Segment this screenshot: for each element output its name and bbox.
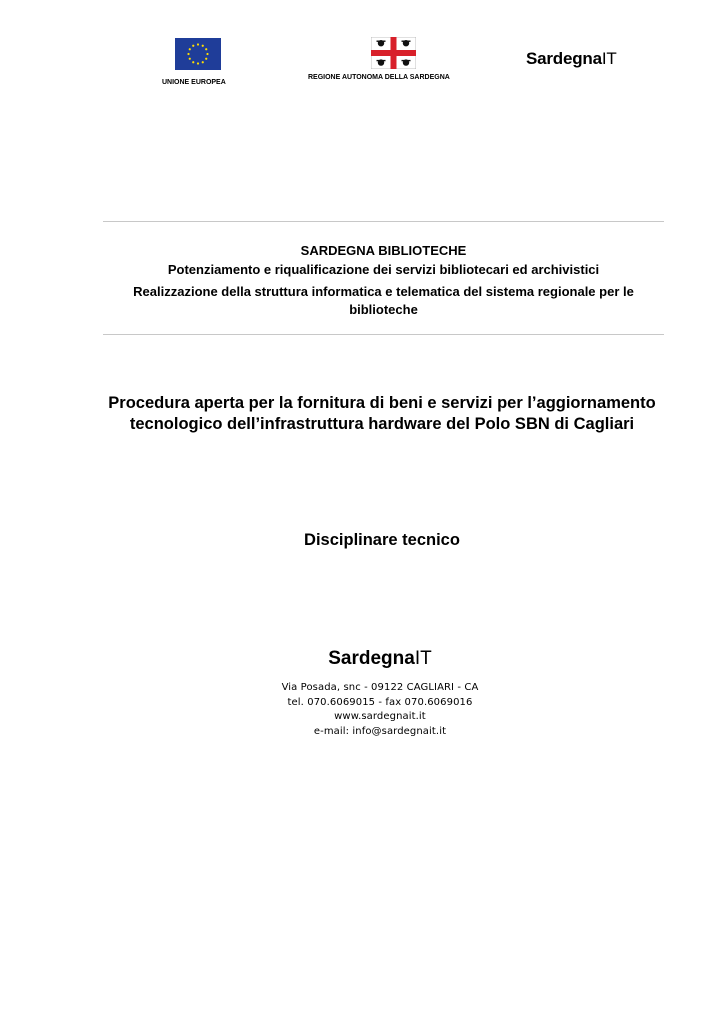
sardegnait-logo-footer (0, 648, 724, 670)
sardinia-flag-logo (371, 37, 416, 69)
program-subtitle-2: Realizzazione della struttura informatica e telematica del sistema regionale per le biblioteche (133, 284, 634, 317)
eu-flag-logo (175, 38, 221, 70)
eu-star-icon (189, 48, 191, 50)
eu-star-icon (197, 62, 199, 64)
eu-star-icon (189, 58, 191, 60)
eu-star-icon (202, 45, 204, 47)
brand-bold: Sardegna (526, 49, 602, 68)
sardegnait-logo-top (526, 49, 617, 69)
contact-phone: tel. 070.6069015 - fax 070.6069016 (287, 697, 473, 708)
contact-email[interactable]: e-mail: info@sardegnait.it (313, 726, 447, 737)
eu-star-icon (192, 61, 194, 63)
divider-bottom (103, 334, 664, 335)
eu-star-icon (197, 43, 199, 45)
document-type: Disciplinare tecnico (304, 531, 460, 549)
document-title: Procedura aperta per la fornitura di beni e servizi per l’aggiornamento tecnologico dell’infrastruttura hardware del Polo SBN di Cagliari (108, 394, 656, 433)
program-subtitle-1: Potenziamento e riqualificazione dei servizi bibliotecari ed archivistici (167, 262, 600, 277)
eu-star-icon (192, 45, 194, 47)
eu-star-icon (187, 53, 189, 55)
eu-star-icon (206, 53, 208, 55)
divider-top (103, 221, 664, 222)
brand-light: IT (601, 49, 617, 68)
contact-address: Via Posada, snc - 09122 CAGLIARI - CA (281, 682, 479, 693)
program-title: SARDEGNA BIBLIOTECHE (300, 243, 467, 258)
eu-label: UNIONE EUROPEA (162, 79, 226, 86)
brand-light: IT (414, 648, 432, 669)
eu-star-icon (205, 48, 207, 50)
region-label: REGIONE AUTONOMA DELLA SARDEGNA (308, 74, 450, 81)
brand-bold: Sardegna (328, 648, 415, 669)
eu-star-icon (205, 58, 207, 60)
contact-website[interactable]: www.sardegnait.it (334, 711, 426, 722)
eu-star-icon (202, 61, 204, 63)
